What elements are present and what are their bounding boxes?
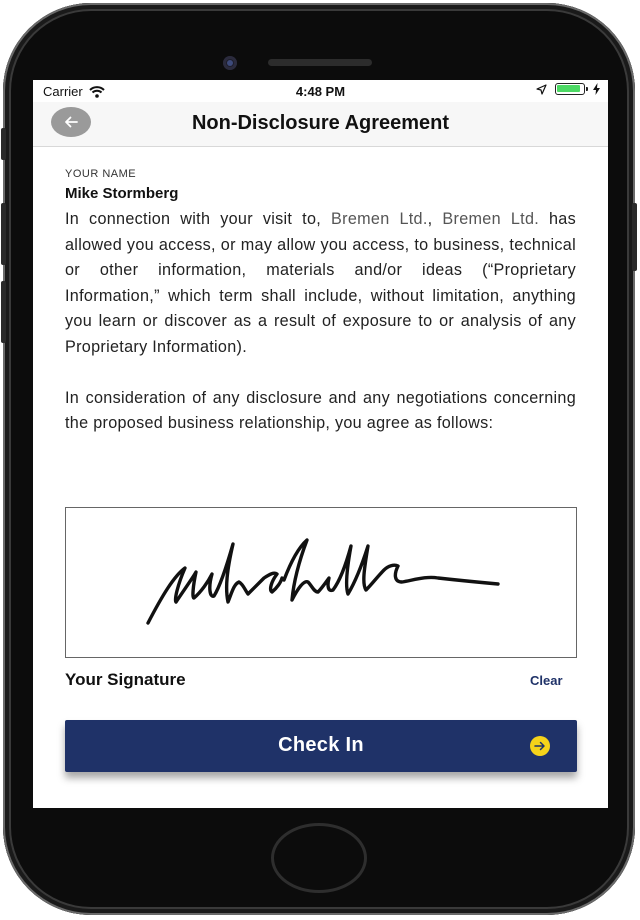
home-button[interactable] xyxy=(271,823,367,893)
agreement-paragraph-1 xyxy=(65,207,576,361)
name-field-label: YOUR NAME xyxy=(65,168,137,180)
status-time: 4:48 PM xyxy=(295,84,346,99)
status-bar xyxy=(33,80,608,102)
signature-label: Your Signature xyxy=(65,670,186,689)
front-camera xyxy=(223,56,237,70)
company-name-a: Bremen Ltd. xyxy=(331,210,428,228)
navigation-bar xyxy=(33,102,608,147)
check-in-button[interactable] xyxy=(65,720,577,772)
clear-signature-button[interactable]: Clear xyxy=(530,673,563,688)
charging-bolt-icon xyxy=(593,83,600,95)
volume-down-button xyxy=(1,281,6,343)
earpiece-speaker xyxy=(268,59,372,66)
company-name-b: Bremen Ltd. xyxy=(442,210,540,228)
mute-switch xyxy=(1,128,6,160)
carrier-label: Carrier xyxy=(43,84,83,99)
battery-icon xyxy=(555,83,585,95)
agreement-intro: In connection with your visit to, xyxy=(65,210,332,228)
signature-drawing xyxy=(66,508,576,657)
battery-level xyxy=(557,85,580,92)
name-field-value: Mike Stormberg xyxy=(65,185,179,202)
status-right-group xyxy=(536,83,600,95)
app-screen xyxy=(33,80,608,808)
check-in-label: Check In xyxy=(278,734,364,756)
agreement-separator: , xyxy=(427,210,443,228)
location-arrow-icon xyxy=(536,84,547,95)
volume-up-button xyxy=(1,203,6,265)
agreement-paragraph-2: In consideration of any disclosure and any negotiations concerning the proposed business relationship, you agree as follows: xyxy=(65,388,576,433)
power-button xyxy=(632,203,637,271)
page-title: Non-Disclosure Agreement xyxy=(191,112,450,134)
arrow-right-icon xyxy=(530,736,550,756)
agreement-body: has allowed you access, or may allow you access, to business, technical or other information, materials and/or ideas (“Proprietary Information,” which term shall include, without limitation, anything you learn or discover as a result of exposure to or analysis of any Proprietary Information). xyxy=(65,210,577,356)
agreement-content xyxy=(65,168,576,437)
signature-pad[interactable] xyxy=(65,507,577,658)
